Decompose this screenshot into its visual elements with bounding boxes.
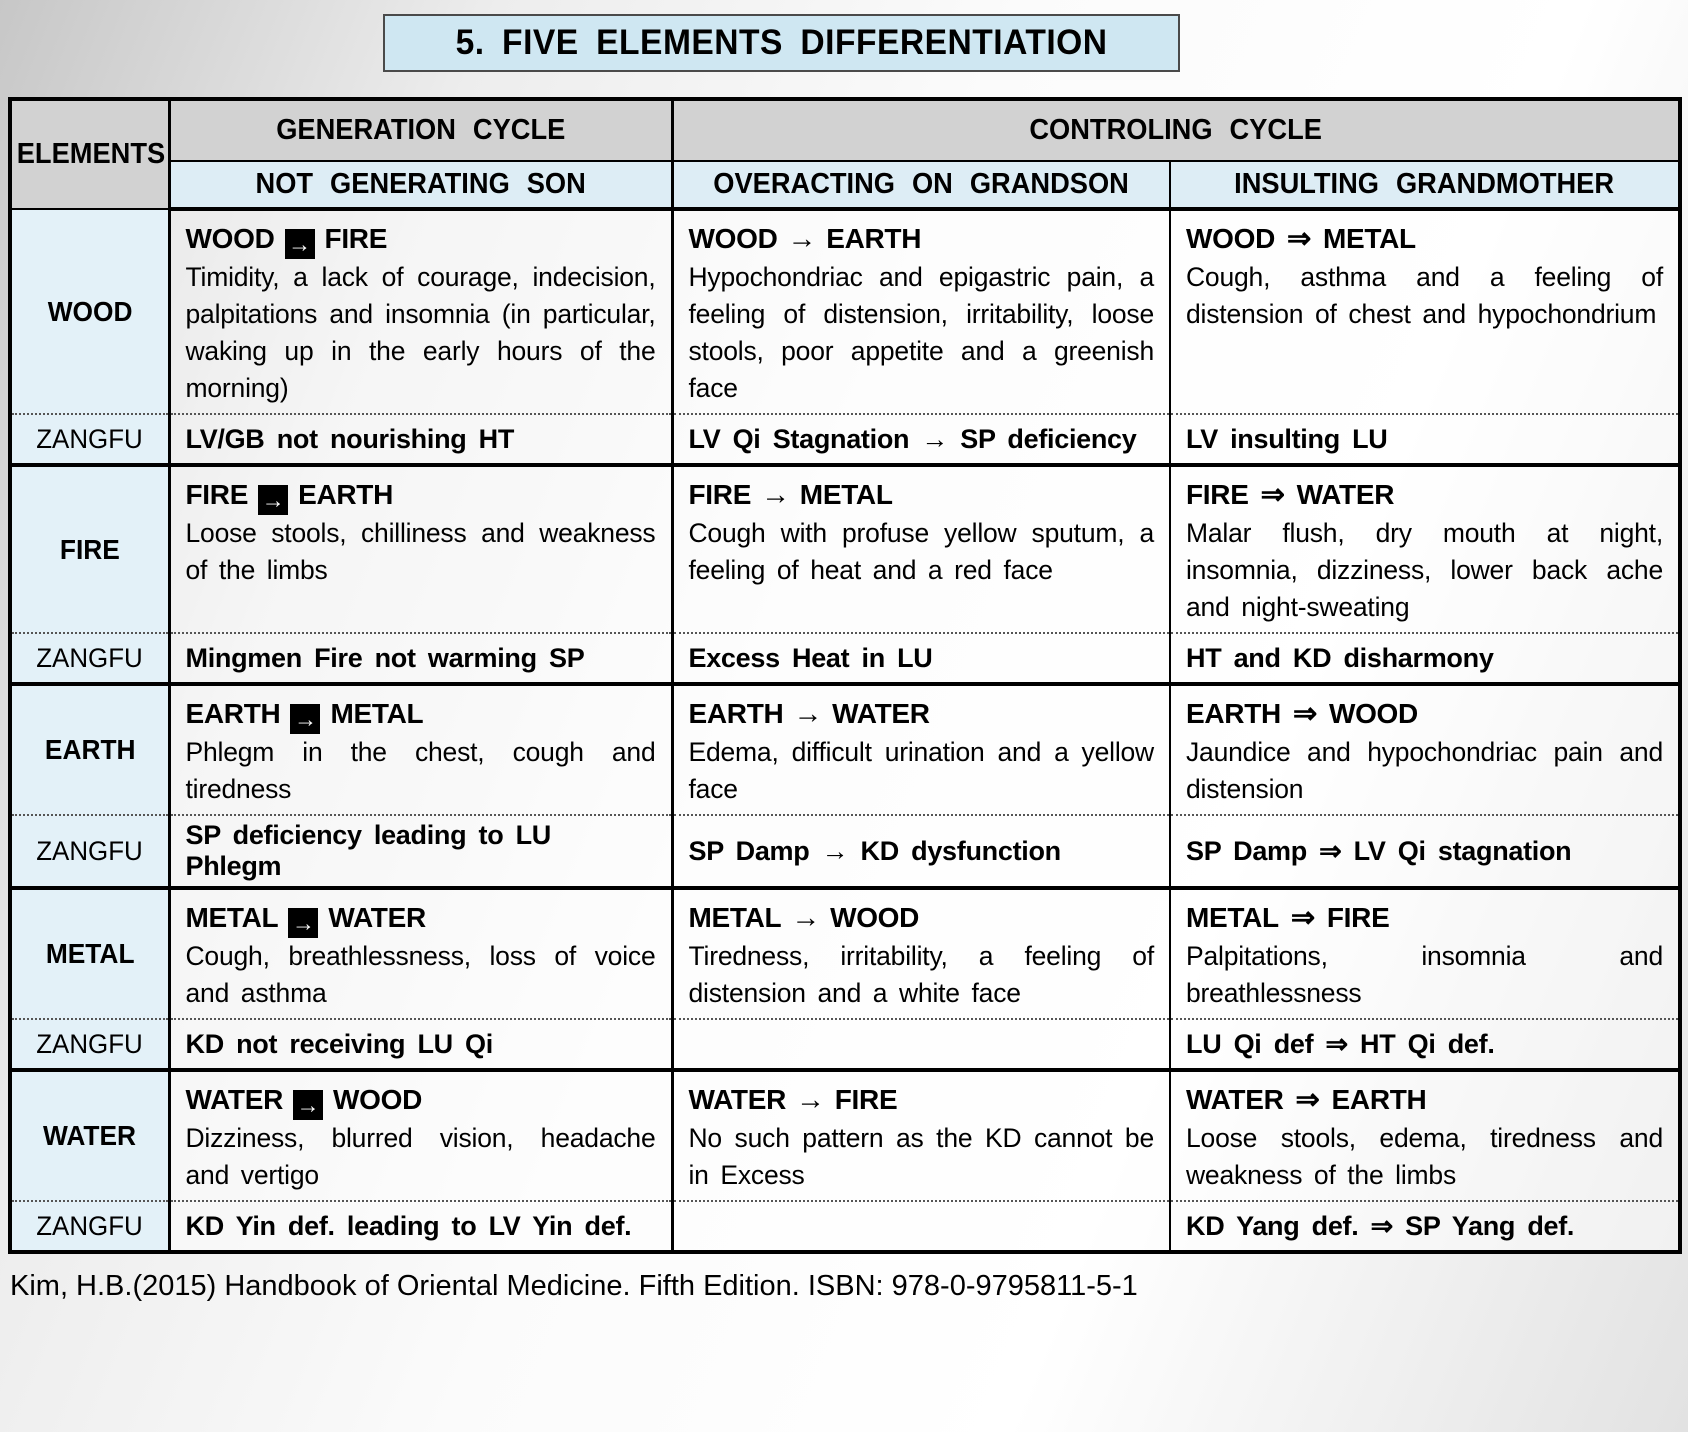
zangfu-cell-water-overacting [672,1201,1170,1252]
relation-heading: FIRE → EARTH [185,479,394,513]
column-header-controling-cycle [672,99,1680,161]
five-elements-table [8,97,1682,1254]
column-header-elements-label: ELEMENTS [16,138,166,170]
column-subheader-not-generating-son [169,161,672,209]
relation-heading: METAL ⇒ FIRE [1186,902,1390,934]
element-label-earth: EARTH [10,684,169,815]
relation-heading: WATER → WOOD [185,1084,423,1118]
citation-line: Kim, H.B.(2015) Handbook of Oriental Medicine. Fifth Edition. ISBN: 978-0-9795811-5-1 [10,1270,1138,1302]
insulting-arrow-icon: ⇒ [1292,698,1317,730]
zangfu-cell-wood-generation: LV/GB not nourishing HT [169,414,672,465]
relation-heading: EARTH → WATER [688,698,930,730]
generation-arrow-icon: → [258,485,288,515]
zangfu-cell-fire-insulting: HT and KD disharmony [1170,633,1680,684]
symptom-text: Cough, breathlessness, loss of voice and asthma [185,941,656,1008]
overacting-arrow-icon: → [761,479,790,511]
symptom-text: Phlegm in the chest, cough and tiredness [185,737,656,804]
relation-heading: WOOD → EARTH [688,223,922,255]
relation-heading: FIRE → METAL [688,479,893,511]
insulting-arrow-icon: ⇒ [1287,223,1312,255]
zangfu-label-earth: ZANGFU [10,815,169,888]
cell-earth-insulting [1170,684,1680,815]
zangfu-cell-fire-overacting: Excess Heat in LU [672,633,1170,684]
column-subheader-not-generating-son-label: NOT GENERATING SON [255,168,586,200]
cell-metal-generation [169,888,672,1019]
relation-heading: WATER → FIRE [688,1084,898,1116]
insulting-arrow-icon: ⇒ [1260,479,1285,511]
relation-heading: METAL → WOOD [688,902,920,934]
cell-metal-insulting [1170,888,1680,1019]
cell-water-insulting [1170,1070,1680,1201]
relation-heading: WOOD → FIRE [185,223,388,257]
cell-fire-generation [169,465,672,633]
zangfu-label-fire: ZANGFU [10,633,169,684]
relation-heading: EARTH ⇒ WOOD [1186,698,1418,730]
cell-earth-overacting [672,684,1170,815]
generation-arrow-icon: → [290,704,320,734]
column-header-controling-cycle-label: CONTROLING CYCLE [1029,114,1323,146]
overacting-arrow-icon: → [796,1084,825,1116]
element-label-wood: WOOD [10,209,169,414]
zangfu-cell-earth-generation: SP deficiency leading to LU Phlegm [169,815,672,888]
generation-arrow-icon: → [293,1090,323,1120]
cell-fire-overacting [672,465,1170,633]
relation-heading: METAL → WATER [185,902,426,936]
generation-arrow-icon: → [288,908,318,938]
relation-heading: WOOD ⇒ METAL [1186,223,1416,255]
zangfu-cell-wood-insulting: LV insulting LU [1170,414,1680,465]
zangfu-cell-earth-insulting: SP Damp ⇒ LV Qi stagnation [1170,815,1680,888]
cell-wood-insulting [1170,209,1680,414]
overacting-arrow-icon: → [787,223,817,255]
element-label-metal: METAL [10,888,169,1019]
zangfu-cell-metal-insulting: LU Qi def ⇒ HT Qi def. [1170,1019,1680,1070]
cell-water-overacting [672,1070,1170,1201]
symptom-text: Edema, difficult urination and a yellow face [688,737,1154,804]
zangfu-cell-metal-generation: KD not receiving LU Qi [169,1019,672,1070]
cell-wood-generation [169,209,672,414]
element-label-fire: FIRE [10,465,169,633]
page-title-text: 5. FIVE ELEMENTS DIFFERENTIATION [455,23,1108,62]
cell-wood-overacting [672,209,1170,414]
symptom-text: Loose stools, edema, tiredness and weakness of the limbs [1186,1123,1663,1190]
page-title [383,14,1180,72]
zangfu-cell-wood-overacting: LV Qi Stagnation → SP deficiency [672,414,1170,465]
symptom-text: Loose stools, chilliness and weakness of the limbs [185,518,656,585]
column-subheader-overacting-on-grandson [672,161,1170,209]
zangfu-cell-earth-overacting: SP Damp → KD dysfunction [672,815,1170,888]
insulting-arrow-icon: ⇒ [1295,1084,1320,1116]
column-subheader-insulting-grandmother [1170,161,1680,209]
cell-earth-generation [169,684,672,815]
zangfu-cell-water-insulting: KD Yang def. ⇒ SP Yang def. [1170,1201,1680,1252]
relation-heading: FIRE ⇒ WATER [1186,479,1395,511]
column-subheader-overacting-on-grandson-label: OVERACTING ON GRANDSON [713,168,1130,200]
symptom-text: Malar flush, dry mouth at night, insomnia, dizziness, lower back ache and night-sweating [1186,518,1663,622]
symptom-text: Cough with profuse yellow sputum, a feeling of heat and a red face [688,518,1154,585]
column-header-generation-cycle-label: GENERATION CYCLE [275,114,566,146]
symptom-text: Jaundice and hypochondriac pain and distension [1186,737,1663,804]
zangfu-label-metal: ZANGFU [10,1019,169,1070]
symptom-text: Hypochondriac and epigastric pain, a feeling of distension, irritability, loose stools, poor appetite and a greenish face [688,262,1154,403]
symptom-text: Cough, asthma and a feeling of distension of chest and hypochondrium [1186,262,1663,329]
overacting-arrow-icon: → [793,698,823,730]
zangfu-cell-water-generation: KD Yin def. leading to LV Yin def. [169,1201,672,1252]
column-subheader-insulting-grandmother-label: INSULTING GRANDMOTHER [1234,168,1615,200]
cell-metal-overacting [672,888,1170,1019]
cell-water-generation [169,1070,672,1201]
column-header-elements [10,99,169,209]
element-label-water: WATER [10,1070,169,1201]
zangfu-cell-fire-generation: Mingmen Fire not warming SP [169,633,672,684]
zangfu-cell-metal-overacting [672,1019,1170,1070]
symptom-text: Tiredness, irritability, a feeling of distension and a white face [688,941,1154,1008]
symptom-text: Timidity, a lack of courage, indecision, palpitations and insomnia (in particular, waking up in the early hours of the morning) [185,262,656,403]
symptom-text: No such pattern as the KD cannot be in Excess [688,1123,1154,1190]
symptom-text: Palpitations, insomnia and breathlessness [1186,941,1663,1008]
insulting-arrow-icon: ⇒ [1290,902,1315,934]
cell-fire-insulting [1170,465,1680,633]
symptom-text: Dizziness, blurred vision, headache and vertigo [185,1123,656,1190]
zangfu-label-wood: ZANGFU [10,414,169,465]
generation-arrow-icon: → [285,229,315,259]
zangfu-label-water: ZANGFU [10,1201,169,1252]
relation-heading: EARTH → METAL [185,698,424,732]
overacting-arrow-icon: → [791,902,821,934]
column-header-generation-cycle [169,99,672,161]
relation-heading: WATER ⇒ EARTH [1186,1084,1427,1116]
